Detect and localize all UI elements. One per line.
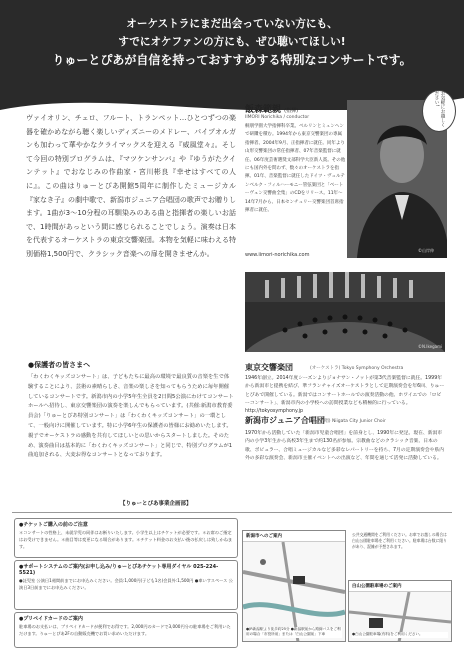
junior-choir-subtitle: (合唱) Niigata City Junior Choir: [318, 419, 386, 424]
guardians-sign: 【りゅーとぴあ事業企画部】: [120, 501, 192, 507]
welcome-badge-text: お気軽にお越しください!: [434, 91, 445, 127]
headline: [18, 15, 446, 69]
conductor-name-text: 飯森範親: [245, 105, 282, 115]
orchestra-photo: [245, 272, 445, 352]
prepaid-card-box: [14, 612, 238, 648]
orchestra-url[interactable]: http://tokyosymphony.jp: [245, 409, 304, 415]
support-system-box: [14, 560, 238, 610]
orchestra-title: 東京交響楽団: [245, 363, 293, 372]
conductor-bio: 桐朋学園大学指揮科卒業。ベルリンとミュンヘンで研鑽を積む。1994年から東京交響楽団の専属指揮者、2004年9月、正指揮者に就任。同年より山形交響楽団の常任指揮者、07年音楽監督に就任。06年度芸術選奨文部科学大臣新人賞。その他にも国内外を問わず、数々のオーケストラを指揮。01年、音楽監督に就任したドイツ・ヴュルテンベルク・フィルハーモニー管弦楽団と「ベートーヴェン交響曲全集」のCDをリリース。11年〜14年7月から、日本センチュリー交響楽団首席指揮者に就任。: [245, 124, 346, 214]
intro-text: ヴァイオリン、チェロ、フルート、トランペット…ひとつずつの楽器を確かめながら聴く楽しいディズニーのメドレー、パイプオルガンも加わって華やかなクライマックスを迎える『威風堂々』。そして今回の特別プログラムは、『マツケンサンバ』や『ゆうがたクインテット』でおなじみの作曲家・宮川彬良『幸せはすべての人に』。この曲はりゅーとぴあ開館5周年に制作したミュージカル『家なき子』の劇中歌で、新潟市ジュニア合唱団の歌声でお贈りします。1曲が3〜10分程の耳馴染みのある曲と指揮者の楽しいお話で、1時間があっという間に感じられることでしょう。演奏は日本を代表するオーケストラの東京交響楽団。本物を気軽に味わえる特別価格1,500円で、クラシック音楽への扉を開きませんか。: [26, 114, 236, 258]
access-map-city-note: ●JR新潟駅より徒歩約25分 ●新潟駅前から路線バスをご利用の場合「市役所前」または「白山公園前」下車: [246, 626, 341, 637]
ticket-notice-title: ●チケットご購入の前のご注意: [19, 522, 88, 528]
conductor-photo-credit: ©山岸伸: [418, 248, 434, 253]
ticket-notice-box: [14, 518, 238, 558]
access-map-parking-note: ●白山公園駐車場(有料)をご利用ください。: [352, 632, 448, 638]
access-notes: 公共交通機関をご利用ください。お車でお越しの場合は白山公園駐車場をご利用ください。駐車場は台数に限りがあり、混雑が予想されます。: [352, 532, 447, 549]
welcome-badge: [422, 90, 456, 132]
section-divider: [12, 512, 452, 513]
support-system-body: ●託児室 公演日1週間前までにお申込みください。会員:1,000円(子ども1名)会員外:1,500円 ●車いすスペース 公演日3日前までにお申込みください。: [19, 578, 233, 591]
access-map-parking: [348, 580, 452, 642]
headline-line-3: りゅーとぴあが自信を持っておすすめする特別なコンサートです。: [52, 53, 412, 67]
access-map-city: [242, 530, 346, 642]
conductor-name: [245, 102, 298, 115]
access-map-parking-title: 白山公園駐車場のご案内: [349, 581, 451, 592]
orchestra-text: [245, 375, 445, 416]
conductor-url[interactable]: www.iimori-norichika.com: [245, 252, 310, 258]
headline-line-2: すでにオケファンの方にも、ぜひ聴いてほしい!: [118, 36, 346, 48]
headline-line-1: オーケストラにまだ出会っていない方にも、: [126, 18, 338, 30]
orchestra-photo-credit: ©N.Ikegami: [418, 344, 443, 349]
orchestra-description: 1946年創立。2014年度シーズンよりジョナサン・ノットが第3代音楽監督に就任。1999年から新潟市と提携を結び、準フランチャイズオーケストラとして定期演奏会を年6回、りゅーとぴあで開催している。新潟ではコンサートホールでの演奏活動の他、ホワイエでの「ロビーコンサート」、新潟市内の小学校への訪問授業なども積極的に行っている。: [245, 376, 445, 406]
access-map-city-title: 新潟市へのご案内: [243, 531, 345, 542]
guardians-text: 「わくわくキッズコンサート」は、子どもたちに最高の環境で最良質の音楽を生で体験することにより、芸術の素晴らしさ、音楽の楽しさを知ってもらうために毎年開催しているコンサートです。新潟市内の小学5年生全員を2日間5公演にわけてコンサートホールへ招待し、東京交響楽団の演奏を楽しんでもらっています。(共催:新潟市教育委員会)「りゅーとぴあ特別コンサート」は「わくわくキッズコンサート」の一環として、一般向けに開催しています。特に小学6年生の保護者の皆様にお勧めいたします。親子でオーケストラの感動を共有してほしいとの思いからスタートしました。そのため、演奏曲目は基本的に「わくわくキッズコンサート」と同じで、特別プログラムが1曲追加される、大変お得なコンサートとなっております。: [28, 374, 234, 459]
prepaid-card-body: 駐車場のお支払いは、プリペイドカードが便利でお得です。2,000円のカードで3,000円分の駐車場をご利用いただけます。りゅーとぴあ2Fの自動販売機でお買い求めいただけます。: [19, 624, 231, 637]
support-system-title: ●サポートシステムのご案内(お申し込み/りゅーとぴあチケット専用ダイヤル 025-224-5521): [19, 564, 219, 576]
ticket-notice-body: ＊コンサートの性格上、未就学児の同伴はお断りいたします。小学生以上はチケットが必要です。＊お席のご指定はお受けできません。＊曲目等は変更になる場合があります。＊チケット料金のお支払い後の払戻しは致しかねます。: [19, 530, 233, 550]
conductor-role: (指揮): [284, 108, 299, 114]
prepaid-card-title: ●プリペイドカードのご案内: [19, 616, 83, 622]
orchestra-subtitle: (オーケストラ) Tokyo Symphony Orchestra: [310, 366, 404, 371]
junior-choir-text: 1970年から活動していた「新潟市児童合唱団」を前身とし、1990年に発足。現在、新潟市内の小学3年生から高校3年生まで約130名が参加。宗教曲などのクラシック音楽、日本の歌、ポピュラー、合唱ミュージカルなど多彩なレパートリーを持ち、7月の定期演奏会や県内外の多彩な演奏会、新潟市主催イベントへの出演など、年間を通じて活発に活動している。: [245, 431, 445, 461]
guardians-title: ●保護者の皆さまへ: [28, 361, 91, 369]
conductor-en: IIMORI Norichika / conductor: [245, 115, 310, 120]
junior-choir-title: 新潟市ジュニア合唱団: [245, 416, 325, 425]
